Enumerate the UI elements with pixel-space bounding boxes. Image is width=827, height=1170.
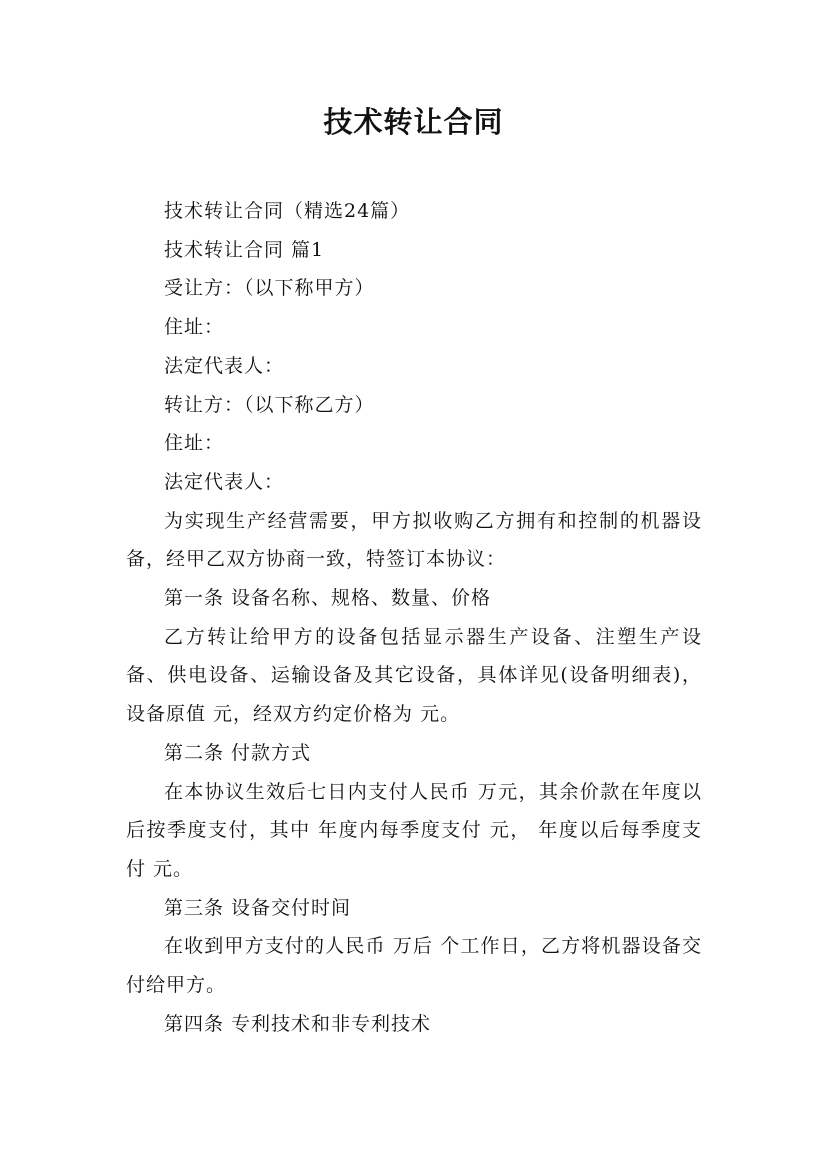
paragraph-transferor: 转让方：（以下称乙方） — [164, 393, 375, 416]
paragraph-article-2-body: 在本协议生效后七日内支付人民币 万元，其余价款在年度以后按季度支付，其中 年度内每季度支付 元， 年度以后每季度支付 元。 — [126, 780, 702, 880]
paragraph-section-heading: 技术转让合同 篇1 — [164, 238, 325, 261]
paragraph-collection-title: 技术转让合同（精选24篇） — [164, 200, 411, 222]
document-body — [126, 192, 702, 1043]
paragraph-article-3-body: 在收到甲方支付的人民币 万后 个工作日，乙方将机器设备交付给甲方。 — [126, 935, 702, 997]
paragraph-transferor-representative: 法定代表人： — [164, 470, 285, 493]
paragraph-article-1-heading: 第一条 设备名称、规格、数量、价格 — [164, 587, 492, 610]
paragraph-article-2-heading: 第二条 付款方式 — [164, 741, 312, 764]
paragraph-transferor-address: 住址： — [164, 432, 225, 455]
document-title: 技术转让合同 — [323, 105, 504, 139]
paragraph-preamble: 为实现生产经营需要，甲方拟收购乙方拥有和控制的机器设备，经甲乙双方协商一致，特签订本协议： — [126, 509, 702, 571]
paragraph-transferee: 受让方：（以下称甲方） — [164, 277, 375, 300]
paragraph-article-1-body: 乙方转让给甲方的设备包括显示器生产设备、注塑生产设备、供电设备、运输设备及其它设备，具体详见(设备明细表)，设备原值 元，经双方约定价格为 元。 — [126, 625, 702, 726]
paragraph-transferee-representative: 法定代表人： — [164, 354, 285, 377]
paragraph-article-3-heading: 第三条 设备交付时间 — [164, 896, 352, 919]
paragraph-article-4-heading: 第四条 专利技术和非专利技术 — [164, 1012, 432, 1035]
paragraph-transferee-address: 住址： — [164, 316, 225, 339]
